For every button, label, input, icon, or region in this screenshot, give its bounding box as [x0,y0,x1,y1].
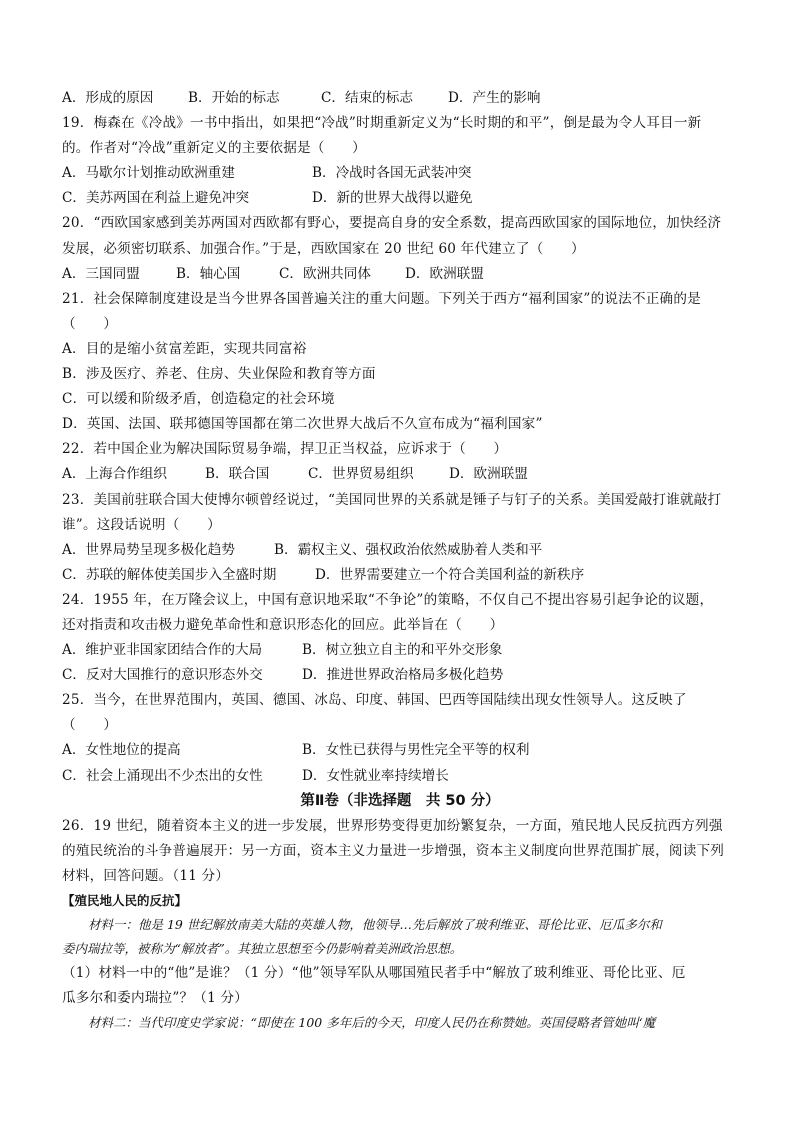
q26-stem-line1: 26．19 世纪，随着资本主义的进一步发展，世界形势变得更加纷繁复杂，一方面，殖民地人民反抗西方列强 [62,817,723,834]
q25-options-row2 [62,764,738,789]
q19-stem-line2: 的。作者对“冷战”重新定义的主要依据是（ ） [62,140,366,157]
q18-option-b[interactable]: B．开始的标志 [188,90,280,106]
exam-page [62,86,738,1035]
q20-options [62,262,738,287]
q19-option-d[interactable]: D．新的世界大战得以避免 [312,190,473,207]
q22-option-b[interactable]: B．联合国 [205,466,270,483]
q24-option-d[interactable]: D．推进世界政治格局多极化趋势 [302,667,504,684]
q24-stem-line2: 还对指责和攻击极力避免革命性和意识形态化的回应。此举旨在（ ） [62,616,504,633]
q24-option-c[interactable]: C．反对大国推行的意识形态外交 [62,667,263,684]
q18-option-c[interactable]: C．结束的标志 [321,90,413,106]
section2-title: 第Ⅱ卷（非选择题 共 50 分） [300,792,500,809]
q25-option-a[interactable]: A．女性地位的提高 [62,742,181,759]
q26-material1-line2: 委内瑞拉等，被称为“解放者”。其独立思想至今仍影响着美洲政治思想。 [62,940,463,956]
q18-option-a[interactable]: A．形成的原因 [62,90,154,106]
q26-stem-line3: 材料，回答问题。（11 分） [62,867,230,884]
q20-option-c[interactable]: C．欧洲共同体 [279,265,371,282]
q23-option-c[interactable]: C．苏联的解体使美国步入全盛时期 [62,566,277,583]
q23-options-row1 [62,538,738,563]
q24-option-a[interactable]: A．维护亚非国家团结合作的大局 [62,642,263,659]
q21-stem-line2: （ ） [62,315,118,332]
q21-option-c[interactable]: C．可以缓和阶级矛盾，创造稳定的社会环境 [62,391,335,408]
q21-option-b[interactable]: B．涉及医疗、养老、住房、失业保险和教育等方面 [62,366,376,383]
q25-stem-line2: （ ） [62,717,118,734]
q26-sub1-line1: （1）材料一中的“他”是谁？（1 分）“他”领导军队从哪国殖民者手中“解放了玻利维亚、哥伦比亚、厄 [62,964,686,981]
q26-section-tag: 【殖民地人民的反抗】 [62,892,188,908]
q23-option-a[interactable]: A．世界局势呈现多极化趋势 [62,541,235,558]
q25-stem-line1: 25．当今，在世界范围内，英国、德国、冰岛、印度、韩国、巴西等国陆续出现女性领导人。这反映了 [62,692,687,709]
q22-options [62,462,738,487]
q25-option-b[interactable]: B．女性已获得与男性完全平等的权利 [302,742,530,759]
q18-options [62,86,738,111]
q22-stem-line1: 22．若中国企业为解决国际贸易争端，捍卫正当权益，应诉求于（ ） [62,441,508,458]
q18-option-d[interactable]: D．产生的影响 [448,90,541,106]
q24-options-row1 [62,638,738,663]
q21-option-d[interactable]: D．英国、法国、联邦德国等国都在第二次世界大战后不久宣布成为“福利国家” [62,416,543,433]
q23-option-b[interactable]: B．霸权主义、强权政治依然威胁着人类和平 [274,541,543,558]
q19-stem-line1: 19．梅森在《冷战》一书中指出，如果把“冷战”时期重新定义为“长时期的和平”，倒是最为令人耳目一新 [62,115,702,132]
q21-option-a[interactable]: A．目的是缩小贫富差距，实现共同富裕 [62,340,307,357]
q23-stem-line2: 谁”。这段话说明（ ） [62,516,221,533]
q19-option-b[interactable]: B．冷战时各国无武装冲突 [312,165,472,182]
q24-option-b[interactable]: B．树立独立自主的和平外交形象 [302,642,503,659]
q19-options-row2 [62,186,738,211]
q22-option-d[interactable]: D．欧洲联盟 [449,466,528,483]
q23-option-d[interactable]: D．世界需要建立一个符合美国利益的新秩序 [315,566,585,583]
q24-stem-line1: 24．1955 年，在万隆会议上，中国有意识地采取“不争论”的策略，不仅自己不提出容易引起争论的议题， [62,591,714,608]
q26-sub1-line2: 瓜多尔和委内瑞拉”？（1 分） [62,990,249,1006]
q20-stem-line2: 发展，必须密切联系、加强合作。”于是，西欧国家在 20 世纪 60 年代建立了（ ） [62,240,585,257]
q25-option-d[interactable]: D．女性就业率持续增长 [302,767,449,784]
q23-options-row2 [62,563,738,588]
q25-option-c[interactable]: C．社会上涌现出不少杰出的女性 [62,767,263,784]
q23-stem-line1: 23．美国前驻联合国大使博尔顿曾经说过，“美国同世界的关系就是锤子与钉子的关系。美国爱敲打谁就敲打 [62,491,722,508]
q24-options-row2 [62,663,738,688]
q20-option-a[interactable]: A．三国同盟 [62,265,140,282]
q22-option-a[interactable]: A．上海合作组织 [62,466,167,483]
q25-options-row1 [62,738,738,763]
q20-stem-line1: 20．“西欧国家感到美苏两国对西欧都有野心，要提高自身的安全系数，提高西欧国家的国际地位，加快经济 [62,215,722,232]
q20-option-d[interactable]: D．欧洲联盟 [405,265,484,282]
q19-options-row1 [62,161,738,186]
q21-stem-line1: 21．社会保障制度建设是当今世界各国普遍关注的重大问题。下列关于西方“福利国家”的说法不正确的是 [62,290,701,307]
q26-material2-line1: 材料二：当代印度史学家说：“即使在 100 多年后的今天，印度人民仍在称赞她。英国侵略者管她叫‘魔 [88,1015,656,1031]
q26-stem-line2: 的殖民统治的斗争普遍展开：另一方面，资本主义力量进一步增强，资本主义制度向世界范围扩展，阅读下列 [62,842,725,859]
q26-material1-line1: 材料一：他是 19 世纪解放南美大陆的英雄人物，他领导…先后解放了玻利维亚、哥伦比亚、厄瓜多尔和 [88,916,662,932]
q19-option-c[interactable]: C．美苏两国在利益上避免冲突 [62,190,250,207]
q19-option-a[interactable]: A．马歇尔计划推动欧洲重建 [62,165,235,182]
q20-option-b[interactable]: B．轴心国 [176,265,241,282]
q22-option-c[interactable]: C．世界贸易组织 [308,466,414,483]
